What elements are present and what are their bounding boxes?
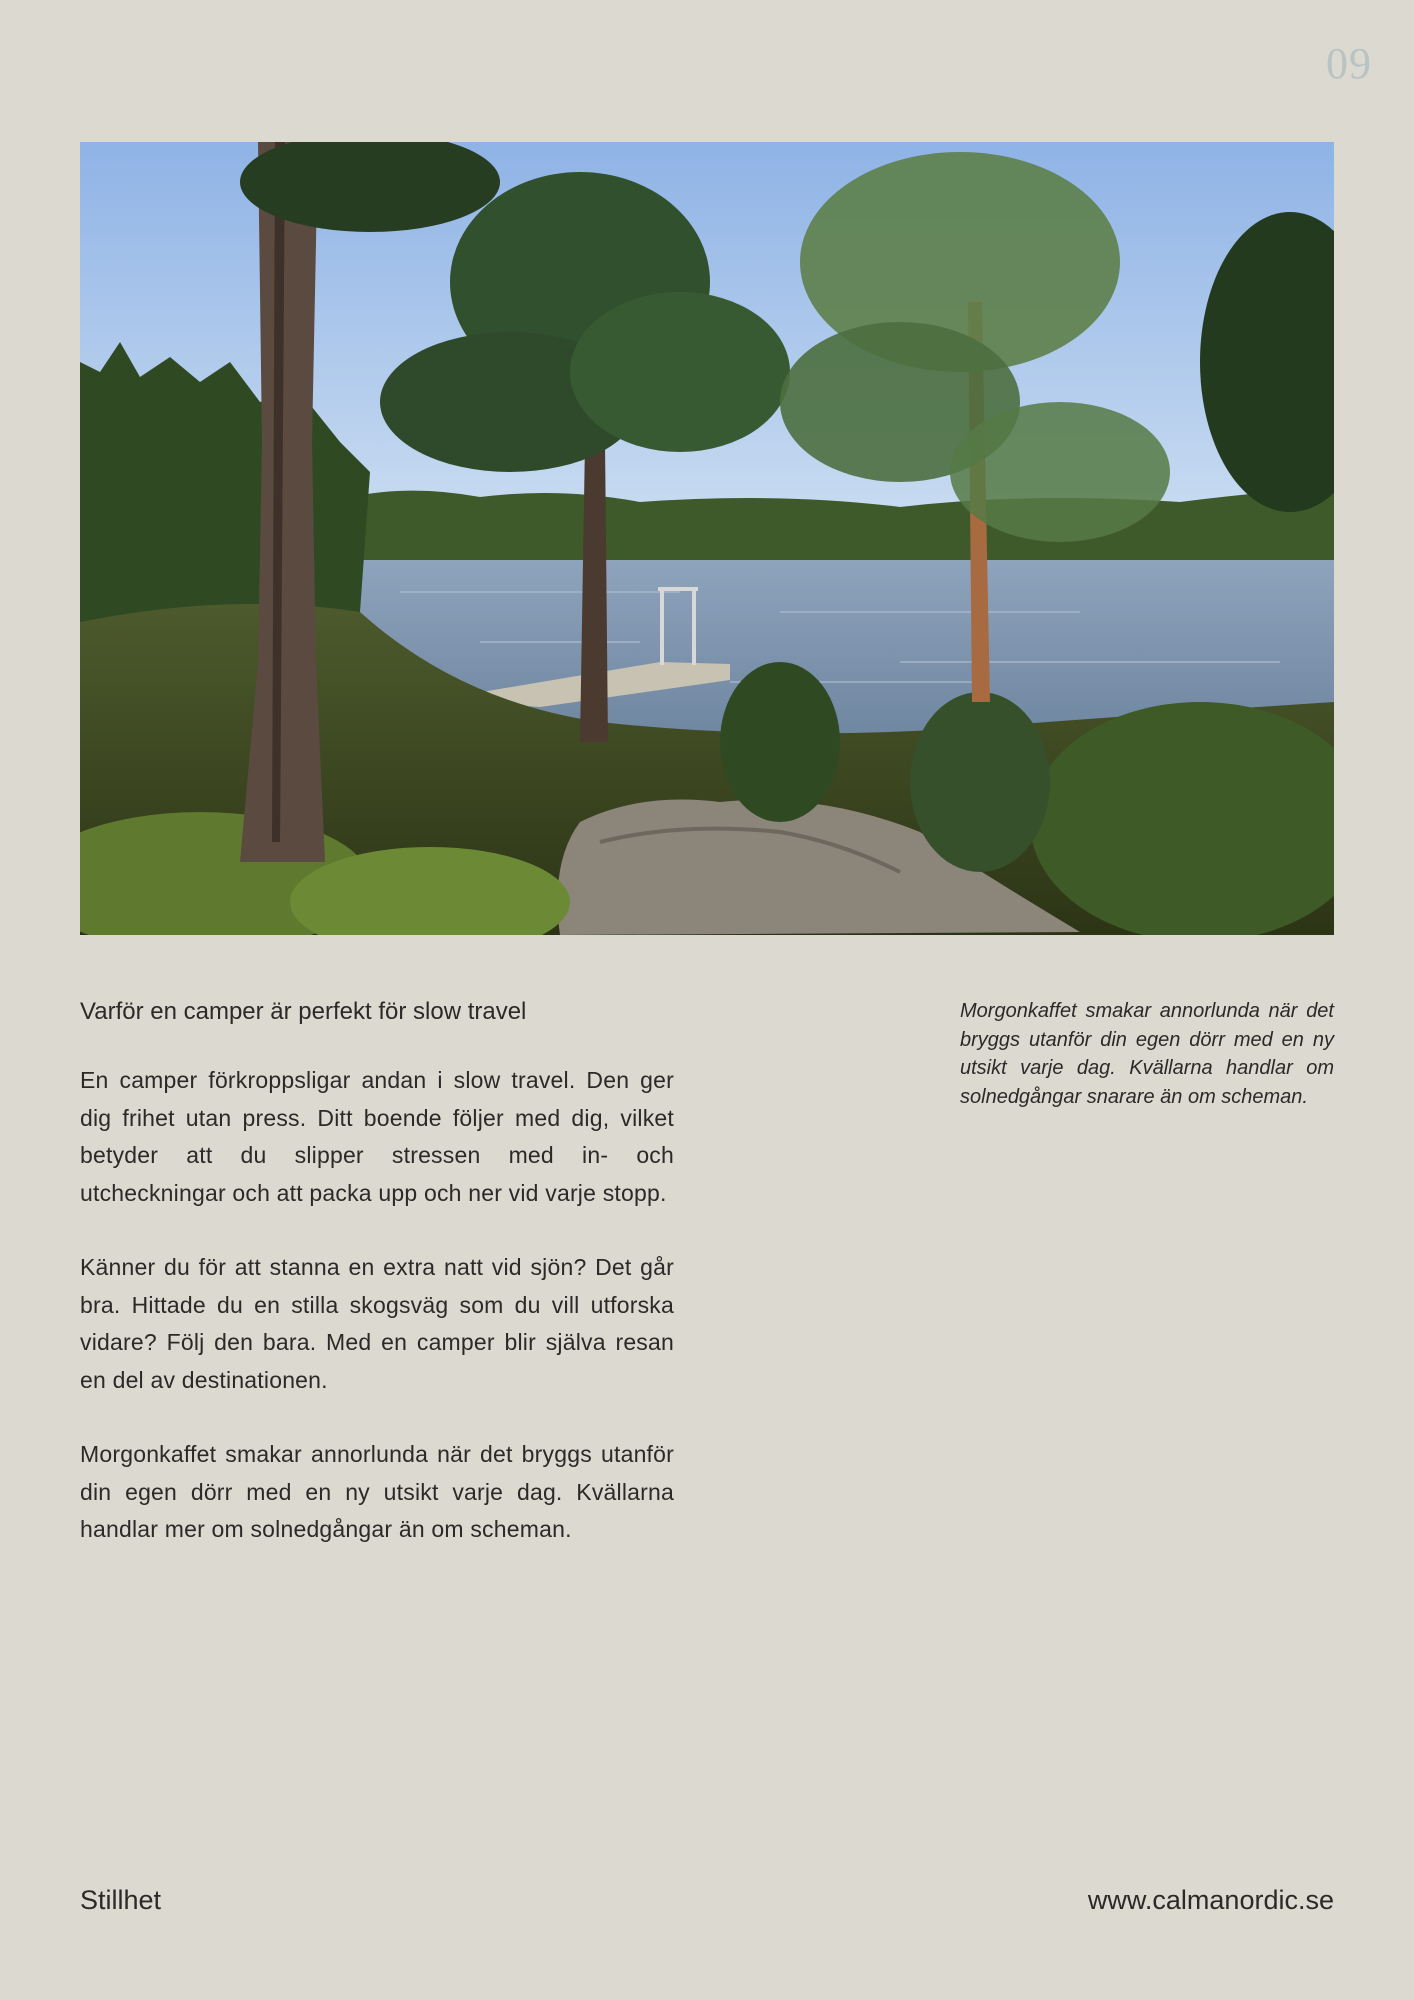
article-paragraph: Morgonkaffet smakar annorlunda när det bryggs utanför din egen dörr med en ny utsikt varje dag. Kvällarna handlar mer om solnedgångar än om scheman. <box>80 1441 674 1542</box>
article-paragraph: Känner du för att stanna en extra natt vid sjön? Det går bra. Hittade du en stilla skogsväg som du vill utforska vidare? Följ den bara. Med en camper blir själva resan en del av destinationen. <box>80 1254 674 1393</box>
pull-quote: Morgonkaffet smakar annorlunda när det bryggs utanför din egen dörr med en ny utsikt varje dag. Kvällarna handlar om solnedgångar snarare än om scheman. <box>960 1000 1334 1108</box>
lake-forest-photo <box>80 142 1334 935</box>
footer-website-link[interactable]: www.calmanordic.se <box>1087 1885 1334 1915</box>
article-paragraph: En camper förkroppsligar andan i slow travel. Den ger dig frihet utan press. Ditt boende följer med dig, vilket betyder att du slipper stressen med in- och utcheckningar och att packa upp och ner vid varje stopp. <box>80 1067 674 1206</box>
article-column <box>80 996 674 1586</box>
lake-forest-illustration <box>80 142 1334 935</box>
footer-section-title: Stillhet <box>80 1885 162 1915</box>
article-heading: Varför en camper är perfekt för slow travel <box>80 998 527 1025</box>
page-number: 09 <box>1326 39 1372 88</box>
